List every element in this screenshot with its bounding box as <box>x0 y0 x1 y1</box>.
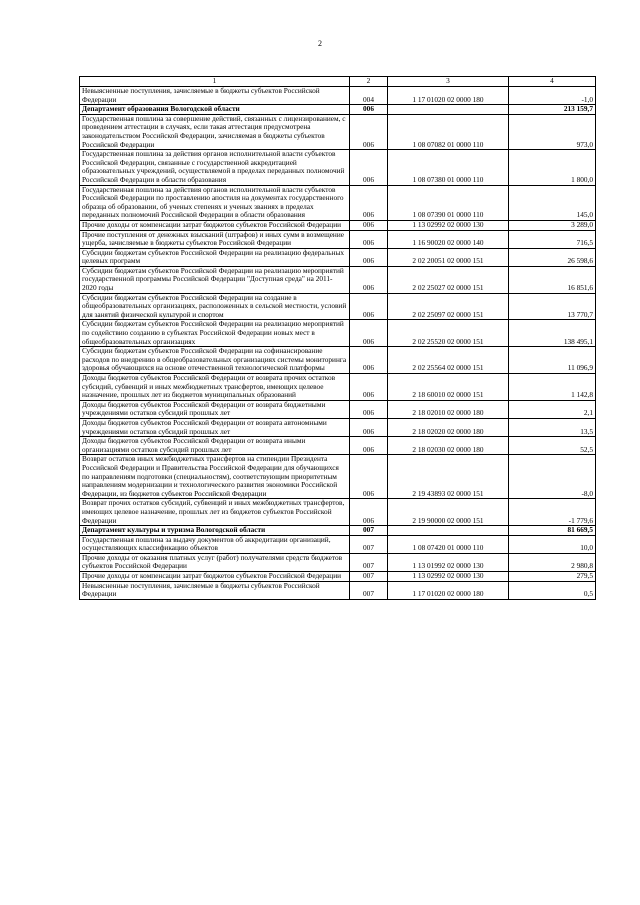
table-row <box>80 266 596 293</box>
row-code-cell: 006 <box>350 105 388 115</box>
table-row <box>80 114 596 149</box>
row-kbk-cell: 1 17 01020 02 0000 180 <box>388 87 509 105</box>
table-row <box>80 347 596 374</box>
row-sum-cell: 2 980,8 <box>509 553 596 571</box>
row-sum-cell: 16 851,6 <box>509 266 596 293</box>
row-sum-cell: 52,5 <box>509 437 596 455</box>
row-code-cell: 007 <box>350 581 388 599</box>
row-code-cell: 006 <box>350 150 388 185</box>
row-code-cell: 007 <box>350 526 388 536</box>
row-code-cell: 006 <box>350 374 388 401</box>
table-row <box>80 220 596 230</box>
row-code-cell: 006 <box>350 499 388 526</box>
row-kbk-cell: 1 16 90020 02 0000 140 <box>388 230 509 248</box>
department-row <box>80 526 596 536</box>
row-code-cell: 007 <box>350 553 388 571</box>
table-row <box>80 572 596 582</box>
row-name-cell: Прочие поступления от денежных взысканий (штрафов) и иных сумм в возмещение ущерба, зачисляемые в бюджеты субъектов Российской Федерации <box>80 230 350 248</box>
row-sum-cell: 213 159,7 <box>509 105 596 115</box>
row-name-cell: Возврат остатков иных межбюджетных трансфертов на стипендии Президента Российской Федерации и Правительства Российской Федерации для обучающихся по направлениям подготовки (специальностям), соответствующим приоритетным направлениям модернизации и технологического развития экономики Российской Федерации, из бюджетов субъектов Российской Федерации <box>80 455 350 499</box>
table-row <box>80 535 596 553</box>
row-sum-cell: -1 779,6 <box>509 499 596 526</box>
row-kbk-cell: 1 08 07380 01 0000 110 <box>388 150 509 185</box>
column-header: 1 <box>80 77 350 87</box>
row-kbk-cell: 2 19 43893 02 0000 151 <box>388 455 509 499</box>
table-row <box>80 320 596 347</box>
row-kbk-cell: 1 13 02992 02 0000 130 <box>388 572 509 582</box>
table-row <box>80 150 596 185</box>
row-code-cell: 006 <box>350 185 388 220</box>
row-sum-cell: 279,5 <box>509 572 596 582</box>
row-sum-cell: 1 800,0 <box>509 150 596 185</box>
row-name-cell: Прочие доходы от компенсации затрат бюджетов субъектов Российской Федерации <box>80 572 350 582</box>
row-code-cell: 006 <box>350 320 388 347</box>
table-row <box>80 418 596 436</box>
row-name-cell: Субсидии бюджетам субъектов Российской Федерации на реализацию мероприятий государственной программы Российской Федерации "Доступная среда" на 2011-2020 годы <box>80 266 350 293</box>
table-row <box>80 293 596 320</box>
row-kbk-cell: 1 08 07420 01 0000 110 <box>388 535 509 553</box>
table-header-row <box>80 77 596 87</box>
row-code-cell: 006 <box>350 418 388 436</box>
table-row <box>80 581 596 599</box>
row-name-cell: Департамент культуры и туризма Вологодской области <box>80 526 350 536</box>
row-kbk-cell <box>388 526 509 536</box>
row-code-cell: 007 <box>350 572 388 582</box>
row-sum-cell: 0,5 <box>509 581 596 599</box>
row-name-cell: Прочие доходы от компенсации затрат бюджетов субъектов Российской Федерации <box>80 220 350 230</box>
table-row <box>80 374 596 401</box>
row-code-cell: 006 <box>350 437 388 455</box>
row-name-cell: Государственная пошлина за совершение действий, связанных с лицензированием, с проведением аттестации в случаях, если такая аттестация предусмотрена законодательством Российской Федерации, зачисляемая в бюджеты субъектов Российской Федерации <box>80 114 350 149</box>
row-name-cell: Государственная пошлина за действия органов исполнительной власти субъектов Российской Федерации по проставлению апостиля на документах государственного образца об образовании, об ученых степенях и ученых званиях в пределах переданных полномочий Российской Федерации в области образования <box>80 185 350 220</box>
row-sum-cell: -1,0 <box>509 87 596 105</box>
table-row <box>80 499 596 526</box>
row-name-cell: Невыясненные поступления, зачисляемые в бюджеты субъектов Российской Федерации <box>80 581 350 599</box>
row-sum-cell: 1 142,8 <box>509 374 596 401</box>
table-row <box>80 553 596 571</box>
row-sum-cell: 716,5 <box>509 230 596 248</box>
row-code-cell: 006 <box>350 230 388 248</box>
row-code-cell: 007 <box>350 535 388 553</box>
row-name-cell: Доходы бюджетов субъектов Российской Федерации от возврата бюджетными учреждениями остатков субсидий прошлых лет <box>80 400 350 418</box>
table-row <box>80 248 596 266</box>
row-kbk-cell: 2 02 25027 02 0000 151 <box>388 266 509 293</box>
row-code-cell: 006 <box>350 400 388 418</box>
row-name-cell: Департамент образования Вологодской области <box>80 105 350 115</box>
row-sum-cell: 26 598,6 <box>509 248 596 266</box>
table-row <box>80 400 596 418</box>
row-kbk-cell: 1 13 02992 02 0000 130 <box>388 220 509 230</box>
row-kbk-cell: 2 19 90000 02 0000 151 <box>388 499 509 526</box>
row-name-cell: Возврат прочих остатков субсидий, субвенций и иных межбюджетных трансфертов, имеющих целевое назначение, прошлых лет из бюджетов субъектов Российской Федерации <box>80 499 350 526</box>
row-name-cell: Невыясненные поступления, зачисляемые в бюджеты субъектов Российской Федерации <box>80 87 350 105</box>
row-kbk-cell: 2 02 20051 02 0000 151 <box>388 248 509 266</box>
table-row <box>80 185 596 220</box>
row-kbk-cell: 2 18 02030 02 0000 180 <box>388 437 509 455</box>
row-code-cell: 006 <box>350 293 388 320</box>
row-name-cell: Доходы бюджетов субъектов Российской Федерации от возврата иными организациями остатков субсидий прошлых лет <box>80 437 350 455</box>
row-name-cell: Доходы бюджетов субъектов Российской Федерации от возврата прочих остатков субсидий, субвенций и иных межбюджетных трансфертов, имеющих целевое назначение, прошлых лет из бюджетов муниципальных образований <box>80 374 350 401</box>
table-row <box>80 87 596 105</box>
row-kbk-cell: 2 18 60010 02 0000 151 <box>388 374 509 401</box>
row-kbk-cell: 2 02 25520 02 0000 151 <box>388 320 509 347</box>
page-number: 2 <box>318 39 322 48</box>
row-sum-cell: 10,0 <box>509 535 596 553</box>
row-kbk-cell: 2 02 25097 02 0000 151 <box>388 293 509 320</box>
row-sum-cell: 13,5 <box>509 418 596 436</box>
row-name-cell: Субсидии бюджетам субъектов Российской Федерации на создание в общеобразовательных организациях, расположенных в сельской местности, условий для занятий физической культурой и спортом <box>80 293 350 320</box>
row-kbk-cell: 2 18 02010 02 0000 180 <box>388 400 509 418</box>
row-sum-cell: 138 495,1 <box>509 320 596 347</box>
row-sum-cell: 13 770,7 <box>509 293 596 320</box>
department-row <box>80 105 596 115</box>
row-name-cell: Субсидии бюджетам субъектов Российской Федерации на софинансирование расходов по внедрению в общеобразовательных организациях системы мониторинга здоровья обучающихся на основе отечественной технологической платформы <box>80 347 350 374</box>
row-kbk-cell: 2 18 02020 02 0000 180 <box>388 418 509 436</box>
row-name-cell: Государственная пошлина за выдачу документов об аккредитации организаций, осуществляющих классификацию объектов <box>80 535 350 553</box>
row-sum-cell: 2,1 <box>509 400 596 418</box>
row-kbk-cell: 1 17 01020 02 0000 180 <box>388 581 509 599</box>
row-name-cell: Субсидии бюджетам субъектов Российской Федерации на реализацию мероприятий по содействию созданию в субъектах Российской Федерации новых мест в общеобразовательных организациях <box>80 320 350 347</box>
row-sum-cell: 973,0 <box>509 114 596 149</box>
row-sum-cell: -8,0 <box>509 455 596 499</box>
row-kbk-cell: 1 13 01992 02 0000 130 <box>388 553 509 571</box>
row-code-cell: 006 <box>350 455 388 499</box>
row-kbk-cell: 2 02 25564 02 0000 151 <box>388 347 509 374</box>
budget-revenue-table <box>79 76 596 600</box>
row-code-cell: 006 <box>350 220 388 230</box>
column-header: 2 <box>350 77 388 87</box>
column-header: 4 <box>509 77 596 87</box>
row-sum-cell: 145,0 <box>509 185 596 220</box>
table-row <box>80 455 596 499</box>
row-name-cell: Государственная пошлина за действия органов исполнительной власти субъектов Российской Федерации, связанные с государственной аккредитацией образовательных учреждений, осуществляемой в пределах переданных полномочий Российской Федерации в области образования <box>80 150 350 185</box>
table-row <box>80 230 596 248</box>
row-kbk-cell <box>388 105 509 115</box>
row-name-cell: Прочие доходы от оказания платных услуг (работ) получателями средств бюджетов субъектов Российской Федерации <box>80 553 350 571</box>
row-code-cell: 006 <box>350 266 388 293</box>
row-sum-cell: 3 289,0 <box>509 220 596 230</box>
row-name-cell: Субсидии бюджетам субъектов Российской Федерации на реализацию федеральных целевых программ <box>80 248 350 266</box>
row-code-cell: 006 <box>350 114 388 149</box>
row-kbk-cell: 1 08 07082 01 0000 110 <box>388 114 509 149</box>
row-code-cell: 004 <box>350 87 388 105</box>
row-sum-cell: 11 096,9 <box>509 347 596 374</box>
row-kbk-cell: 1 08 07390 01 0000 110 <box>388 185 509 220</box>
row-code-cell: 006 <box>350 347 388 374</box>
row-name-cell: Доходы бюджетов субъектов Российской Федерации от возврата автономными учреждениями остатков субсидий прошлых лет <box>80 418 350 436</box>
row-sum-cell: 81 669,5 <box>509 526 596 536</box>
table-row <box>80 437 596 455</box>
row-code-cell: 006 <box>350 248 388 266</box>
column-header: 3 <box>388 77 509 87</box>
